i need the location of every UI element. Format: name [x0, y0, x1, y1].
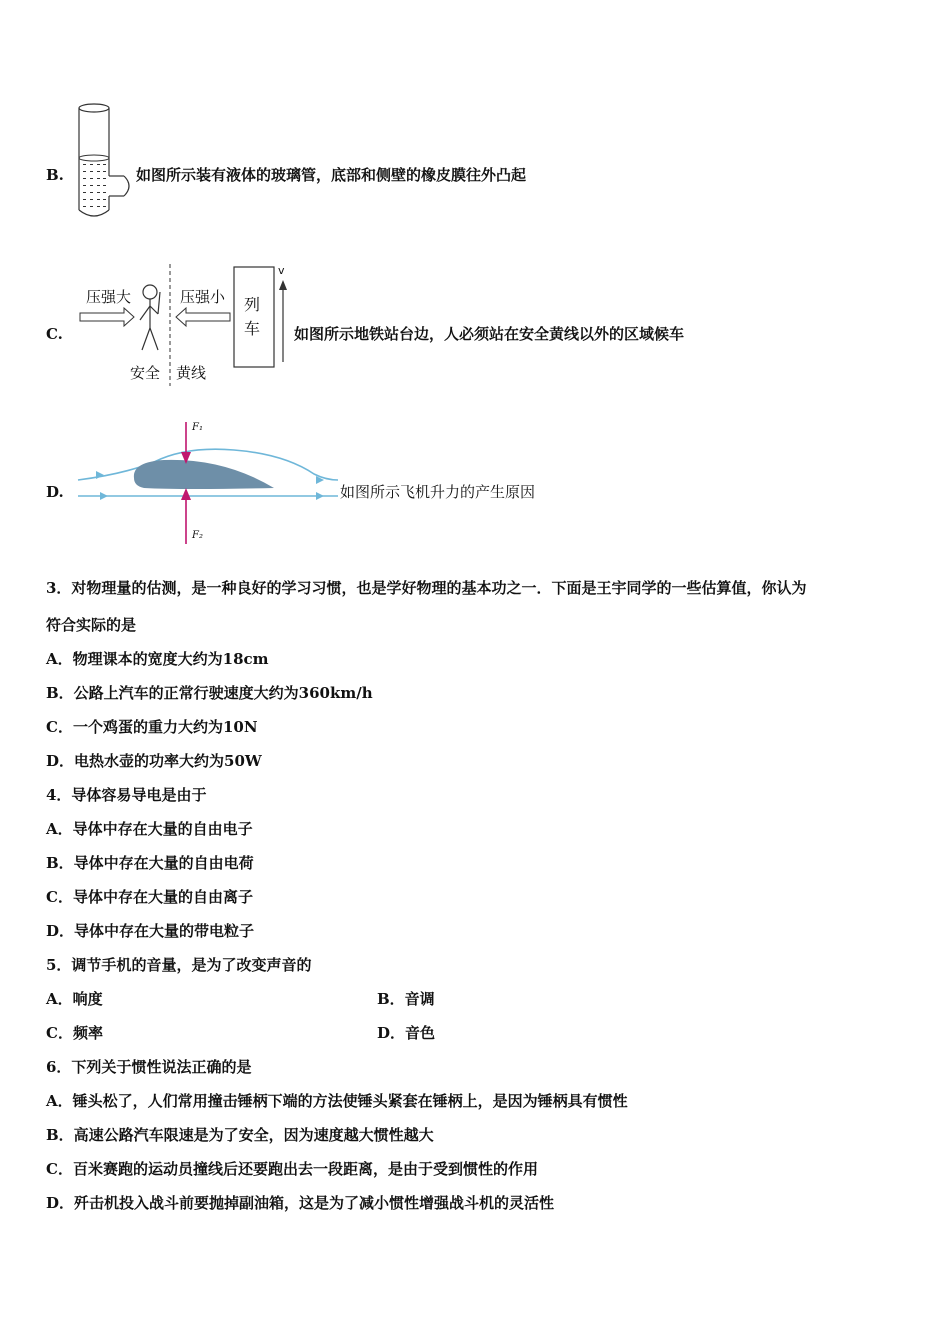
option-b-caption: 如图所示装有液体的玻璃管，底部和侧壁的橡皮膜往外凸起	[136, 166, 527, 184]
q3-stem-line-1: 3．对物理量的估测，是一种良好的学习习惯，也是学好物理的基本功之一．下面是王宇同学的一些估算值，你认为	[46, 579, 807, 597]
f1-label: F₁	[192, 422, 203, 433]
q5-stem: 5．调节手机的音量，是为了改变声音的	[46, 956, 312, 974]
q6-option-a: A．锤头松了，人们常用撞击锤柄下端的方法使锤头紧套在锤柄上，是因为锤柄具有惯性	[46, 1092, 628, 1110]
q5-option-b: B．音调	[377, 990, 435, 1008]
option-c-caption: 如图所示地铁站台边，人必须站在安全黄线以外的区域候车	[294, 325, 685, 343]
glass-tube-figure	[74, 100, 144, 220]
high-pressure-label: 压强大	[86, 288, 132, 306]
train-label-2: 车	[244, 319, 261, 338]
q4-option-d: D．导体中存在大量的带电粒子	[46, 922, 255, 940]
q3-option-c: C．一个鸡蛋的重力大约为10N	[46, 718, 258, 736]
q3-stem-line-2: 符合实际的是	[46, 616, 137, 634]
q4-option-c: C．导体中存在大量的自由离子	[46, 888, 253, 906]
velocity-label: v	[278, 264, 285, 277]
subway-figure	[76, 262, 292, 388]
q3-option-b: B．公路上汽车的正常行驶速度大约为360km/h	[46, 684, 373, 702]
option-d-label: D.	[46, 483, 64, 501]
q5-option-a: A．响度	[46, 990, 103, 1008]
q4-option-b: B．导体中存在大量的自由电荷	[46, 854, 254, 872]
yellow-line-label: 黄线	[176, 364, 207, 382]
option-d-caption: 如图所示飞机升力的产生原因	[340, 483, 536, 501]
q5-option-c: C．频率	[46, 1024, 103, 1042]
q6-option-d: D．歼击机投入战斗前要抛掉副油箱，这是为了减小惯性增强战斗机的灵活性	[46, 1194, 555, 1212]
q6-option-c: C．百米赛跑的运动员撞线后还要跑出去一段距离，是由于受到惯性的作用	[46, 1160, 538, 1178]
airfoil-figure	[74, 418, 340, 548]
q5-option-d: D．音色	[377, 1024, 436, 1042]
low-pressure-label: 压强小	[180, 288, 226, 306]
q4-stem: 4．导体容易导电是由于	[46, 786, 207, 804]
safety-label: 安全	[130, 364, 161, 382]
q3-option-d: D．电热水壶的功率大约为50W	[46, 752, 262, 770]
q6-option-b: B．高速公路汽车限速是为了安全，因为速度越大惯性越大	[46, 1126, 434, 1144]
q4-option-a: A．导体中存在大量的自由电子	[46, 820, 253, 838]
q3-option-a: A．物理课本的宽度大约为18cm	[46, 650, 269, 668]
option-b-label: B.	[46, 166, 64, 184]
f2-label: F₂	[192, 530, 203, 541]
train-label-1: 列	[244, 295, 261, 314]
q6-stem: 6．下列关于惯性说法正确的是	[46, 1058, 252, 1076]
option-c-label: C.	[46, 325, 63, 343]
